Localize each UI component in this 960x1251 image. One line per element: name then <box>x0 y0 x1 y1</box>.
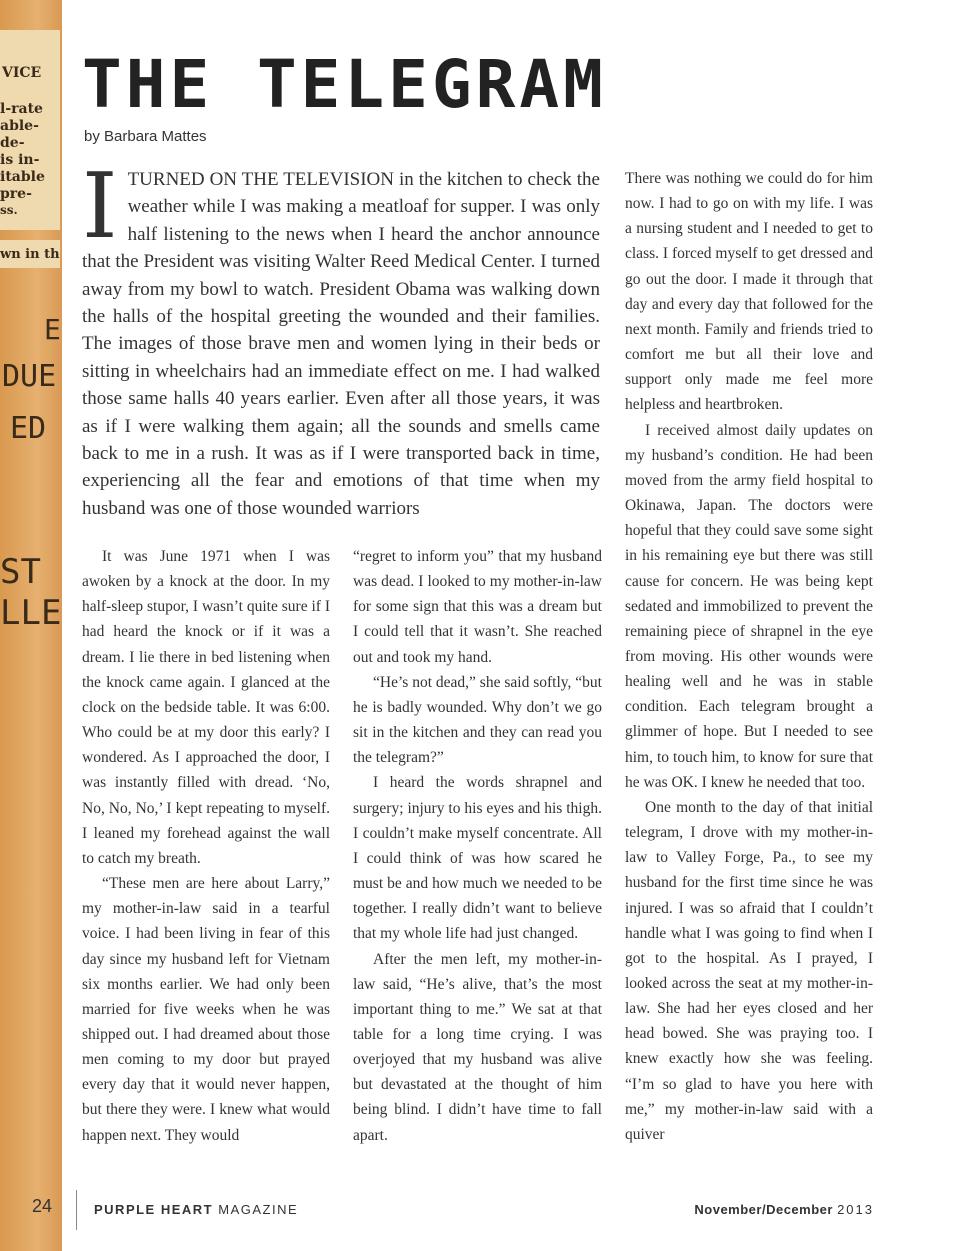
article-column-1 <box>82 544 330 1148</box>
drop-cap: I <box>82 154 118 259</box>
strip-text: VICE <box>2 65 42 81</box>
intro-paragraph <box>82 154 600 522</box>
paragraph: One month to the day of that initial telegram, I drove with my mother-in-law to Valley Forge, Pa., to see my husband for the first time since he was injured. I was so afraid that I couldn’t handle what I was going to find when I got to the hospital. As I prayed, I looked across the seat at my mother-in-law. She had her eyes closed and her head bowed. She was praying too. I knew exactly how she was feeling. “I’m so glad to have you here with me,” my mother-in-law said with a quiver <box>625 798 873 1143</box>
strip-text: DUE <box>2 359 57 394</box>
article-column-3 <box>625 166 873 1147</box>
paragraph: I heard the words shrapnel and surgery; injury to his eyes and his thigh. I couldn’t make myself concentrate. All I could think of was how scared he must be and how much we needed to be together. I really didn’t want to believe that my whole life had just changed. <box>353 774 602 943</box>
article-column-2 <box>353 544 602 1148</box>
magazine-name-light: MAGAZINE <box>218 1202 299 1217</box>
issue-year: 2013 <box>837 1202 874 1217</box>
strip-text: ED <box>10 411 47 446</box>
paragraph: “regret to inform you” that my husband was dead. I looked to my mother-in-law for some sign that this was a dream but I could tell that it wasn’t. She reached out and took my hand. <box>353 548 602 666</box>
article-title: THE TELEGRAM <box>82 46 607 123</box>
page-number: 24 <box>32 1196 53 1216</box>
strip-text: is in- <box>0 152 40 168</box>
strip-text: itable <box>0 169 45 185</box>
strip-text: pre- <box>0 186 32 202</box>
magazine-name <box>94 1202 298 1217</box>
issue-date <box>694 1202 874 1217</box>
strip-text: de- <box>0 135 25 151</box>
footer-divider <box>76 1190 77 1230</box>
paragraph: There was nothing we could do for him now. I had to go on with my life. I was a nursing student and I needed to get to class. I forced myself to get dressed and go out the door. I made it through that day and every day that followed for the next month. Family and friends tried to comfort me but all their love and support only made me feel more helpless and heartbroken. <box>625 170 873 414</box>
strip-text: ST <box>0 552 41 592</box>
paragraph: After the men left, my mother-in-law said, “He’s alive, that’s the most important thing to me.” We sat at that table for a long time crying. I was overjoyed that my husband was alive but devastated at the thought of him being blind. I didn’t have time to fall apart. <box>353 950 602 1144</box>
strip-text: l-rate <box>0 101 43 117</box>
strip-text: E <box>44 313 61 346</box>
magazine-name-bold: PURPLE HEART <box>94 1202 214 1217</box>
lead-in-caps: TURNED ON THE TELEVISION <box>127 169 394 190</box>
paragraph: “These men are here about Larry,” my mother-in-law said in a tearful voice. I had been living in fear of this day since my husband left for Vietnam six months earlier. We had only been married for five weeks when he was shipped out. I had dreamed about those men coming to my door but prayed every day that it would never happen, but there they were. I knew what would happen next. They would <box>82 875 330 1144</box>
decorative-telegram-strip <box>0 0 62 1251</box>
strip-text: wn in th <box>0 247 60 262</box>
byline: by Barbara Mattes <box>84 128 207 145</box>
strip-text: LLE <box>0 593 62 633</box>
intro-text: in the kitchen to check the weather while I was making a meatloaf for supper. I was only half listening to the news when I heard the anchor announce that the President was visiting Walter Reed Medical Center. I turned away from my bowl to watch. President Obama was walking down the halls of the hospital greeting the wounded and their families. The images of those brave men and women lying in their beds or sitting in wheelchairs had an immediate effect on me. I had walked those same halls 40 years earlier. Even after all those years, it was as if I were walking them again; all the sounds and smells came back to me in a rush. It was as if I were transported back in time, experiencing all the fear and emotions of that time when my husband was one of those wounded warriors <box>82 169 600 519</box>
paragraph: It was June 1971 when I was awoken by a knock at the door. In my half-sleep stupor, I wasn’t quite sure if I had heard the knock or if it was a dream. I lie there in bed listening when the knock came again. I glanced at the clock on the bedside table. It was 6:00. Who could be at my door this early? I wondered. As I approached the door, I was instantly filled with dread. ‘No, No, No, No,’ I kept repeating to myself. I leaned my forehead against the wall to catch my breath. <box>82 548 330 867</box>
strip-text: ss. <box>0 203 18 217</box>
page-footer <box>0 1190 960 1230</box>
strip-text: able- <box>0 118 39 134</box>
paragraph: “He’s not dead,” she said softly, “but he is badly wounded. Why don’t we go sit in the kitchen and they can read you the telegram?” <box>353 673 602 767</box>
paragraph: I received almost daily updates on my husband’s condition. He had been moved from the army field hospital to Okinawa, Japan. The doctors were hopeful that they could save some sight in his remaining eye but there was still cause for concern. He was being kept sedated and immobilized to prevent the remaining piece of shrapnel in the eye from moving. His other wounds were healing well and he was in stable condition. Each telegram brought a glimmer of hope. But I needed to see him, to touch him, to know for sure that he was OK. I knew he needed that too. <box>625 421 873 791</box>
issue-months: November/December <box>694 1202 833 1217</box>
